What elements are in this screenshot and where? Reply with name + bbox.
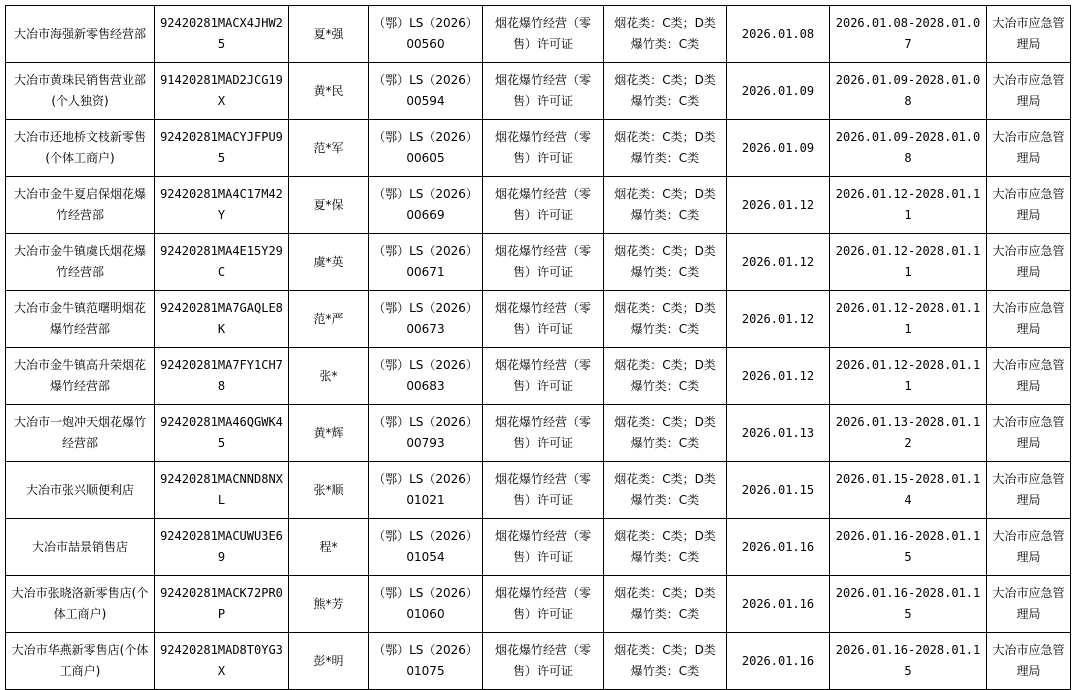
license-number-cell: （鄂）LS（2026）00605 [369, 120, 483, 177]
responsible-person-cell: 黄*辉 [289, 405, 369, 462]
validity-period-cell: 2026.01.16-2028.01.15 [830, 519, 987, 576]
business-scope-cell: 烟花类：C类；D类 爆竹类：C类 [604, 462, 727, 519]
license-number-cell: （鄂）LS（2026）01075 [369, 633, 483, 690]
issuing-agency-cell: 大冶市应急管理局 [987, 291, 1071, 348]
license-type-cell: 烟花爆竹经营（零售）许可证 [483, 63, 604, 120]
issuing-agency-cell: 大冶市应急管理局 [987, 633, 1071, 690]
credit-code-cell: 92420281MAD8T0YG3X [155, 633, 289, 690]
business-scope-cell: 烟花类：C类；D类 爆竹类：C类 [604, 234, 727, 291]
license-type-cell: 烟花爆竹经营（零售）许可证 [483, 519, 604, 576]
business-name-cell: 大冶市一炮冲天烟花爆竹经营部 [6, 405, 155, 462]
issuing-agency-cell: 大冶市应急管理局 [987, 120, 1071, 177]
business-name-cell: 大冶市张兴顺便利店 [6, 462, 155, 519]
responsible-person-cell: 张* [289, 348, 369, 405]
credit-code-cell: 92420281MA4E15Y29C [155, 234, 289, 291]
license-number-cell: （鄂）LS（2026）00669 [369, 177, 483, 234]
responsible-person-cell: 彭*明 [289, 633, 369, 690]
license-number-cell: （鄂）LS（2026）01054 [369, 519, 483, 576]
license-type-cell: 烟花爆竹经营（零售）许可证 [483, 633, 604, 690]
license-type-cell: 烟花爆竹经营（零售）许可证 [483, 291, 604, 348]
business-scope-cell: 烟花类：C类；D类 爆竹类：C类 [604, 63, 727, 120]
table-row [6, 291, 1071, 348]
issuing-agency-cell: 大冶市应急管理局 [987, 348, 1071, 405]
credit-code-cell: 92420281MA46QGWK45 [155, 405, 289, 462]
business-scope-cell: 烟花类：C类；D类 爆竹类：C类 [604, 405, 727, 462]
license-type-cell: 烟花爆竹经营（零售）许可证 [483, 405, 604, 462]
table-row [6, 63, 1071, 120]
credit-code-cell: 92420281MACK72PR0P [155, 576, 289, 633]
table-row [6, 348, 1071, 405]
validity-period-cell: 2026.01.09-2028.01.08 [830, 63, 987, 120]
business-scope-cell: 烟花类：C类；D类 爆竹类：C类 [604, 348, 727, 405]
table-row [6, 519, 1071, 576]
issue-date-cell: 2026.01.09 [727, 120, 830, 177]
table-row [6, 633, 1071, 690]
issue-date-cell: 2026.01.12 [727, 177, 830, 234]
business-name-cell: 大冶市金牛夏启保烟花爆竹经营部 [6, 177, 155, 234]
business-scope-cell: 烟花类：C类；D类 爆竹类：C类 [604, 576, 727, 633]
business-scope-cell: 烟花类：C类；D类 爆竹类：C类 [604, 519, 727, 576]
issue-date-cell: 2026.01.12 [727, 348, 830, 405]
responsible-person-cell: 程* [289, 519, 369, 576]
business-name-cell: 大冶市黄珠民销售营业部(个人独资) [6, 63, 155, 120]
validity-period-cell: 2026.01.08-2028.01.07 [830, 6, 987, 63]
license-number-cell: （鄂）LS（2026）00683 [369, 348, 483, 405]
responsible-person-cell: 范*严 [289, 291, 369, 348]
responsible-person-cell: 夏*保 [289, 177, 369, 234]
issue-date-cell: 2026.01.16 [727, 519, 830, 576]
issuing-agency-cell: 大冶市应急管理局 [987, 519, 1071, 576]
license-type-cell: 烟花爆竹经营（零售）许可证 [483, 576, 604, 633]
credit-code-cell: 92420281MACX4JHW25 [155, 6, 289, 63]
responsible-person-cell: 张*顺 [289, 462, 369, 519]
issue-date-cell: 2026.01.12 [727, 291, 830, 348]
issue-date-cell: 2026.01.12 [727, 234, 830, 291]
business-scope-cell: 烟花类：C类；D类 爆竹类：C类 [604, 6, 727, 63]
table-row [6, 576, 1071, 633]
table-row [6, 120, 1071, 177]
license-type-cell: 烟花爆竹经营（零售）许可证 [483, 177, 604, 234]
validity-period-cell: 2026.01.12-2028.01.11 [830, 234, 987, 291]
issuing-agency-cell: 大冶市应急管理局 [987, 234, 1071, 291]
issuing-agency-cell: 大冶市应急管理局 [987, 405, 1071, 462]
credit-code-cell: 92420281MA4C17M42Y [155, 177, 289, 234]
credit-code-cell: 92420281MACUWU3E69 [155, 519, 289, 576]
credit-code-cell: 92420281MA7GAQLE8K [155, 291, 289, 348]
business-scope-cell: 烟花类：C类；D类 爆竹类：C类 [604, 120, 727, 177]
license-type-cell: 烟花爆竹经营（零售）许可证 [483, 120, 604, 177]
issue-date-cell: 2026.01.13 [727, 405, 830, 462]
issue-date-cell: 2026.01.16 [727, 576, 830, 633]
responsible-person-cell: 夏*强 [289, 6, 369, 63]
credit-code-cell: 92420281MA7FY1CH78 [155, 348, 289, 405]
business-name-cell: 大冶市金牛镇范曙明烟花爆竹经营部 [6, 291, 155, 348]
validity-period-cell: 2026.01.13-2028.01.12 [830, 405, 987, 462]
business-scope-cell: 烟花类：C类；D类 爆竹类：C类 [604, 633, 727, 690]
issue-date-cell: 2026.01.15 [727, 462, 830, 519]
license-number-cell: （鄂）LS（2026）00594 [369, 63, 483, 120]
credit-code-cell: 91420281MAD2JCG19X [155, 63, 289, 120]
business-name-cell: 大冶市还地桥文枝新零售(个体工商户) [6, 120, 155, 177]
business-name-cell: 大冶市喆景销售店 [6, 519, 155, 576]
license-type-cell: 烟花爆竹经营（零售）许可证 [483, 234, 604, 291]
table-row [6, 177, 1071, 234]
license-number-cell: （鄂）LS（2026）00671 [369, 234, 483, 291]
responsible-person-cell: 黄*民 [289, 63, 369, 120]
issue-date-cell: 2026.01.09 [727, 63, 830, 120]
validity-period-cell: 2026.01.16-2028.01.15 [830, 633, 987, 690]
table-row [6, 6, 1071, 63]
issue-date-cell: 2026.01.08 [727, 6, 830, 63]
credit-code-cell: 92420281MACNND8NXL [155, 462, 289, 519]
license-number-cell: （鄂）LS（2026）00560 [369, 6, 483, 63]
validity-period-cell: 2026.01.12-2028.01.11 [830, 291, 987, 348]
business-name-cell: 大冶市张晓洛新零售店(个体工商户) [6, 576, 155, 633]
validity-period-cell: 2026.01.16-2028.01.15 [830, 576, 987, 633]
issuing-agency-cell: 大冶市应急管理局 [987, 177, 1071, 234]
issuing-agency-cell: 大冶市应急管理局 [987, 462, 1071, 519]
business-scope-cell: 烟花类：C类；D类 爆竹类：C类 [604, 291, 727, 348]
license-table-wrapper [5, 5, 1071, 690]
license-number-cell: （鄂）LS（2026）00793 [369, 405, 483, 462]
responsible-person-cell: 虞*英 [289, 234, 369, 291]
business-name-cell: 大冶市华燕新零售店(个体工商户) [6, 633, 155, 690]
business-name-cell: 大冶市海强新零售经营部 [6, 6, 155, 63]
license-number-cell: （鄂）LS（2026）01060 [369, 576, 483, 633]
validity-period-cell: 2026.01.09-2028.01.08 [830, 120, 987, 177]
validity-period-cell: 2026.01.15-2028.01.14 [830, 462, 987, 519]
license-table [5, 5, 1071, 690]
credit-code-cell: 92420281MACYJFPU95 [155, 120, 289, 177]
validity-period-cell: 2026.01.12-2028.01.11 [830, 348, 987, 405]
issuing-agency-cell: 大冶市应急管理局 [987, 63, 1071, 120]
issue-date-cell: 2026.01.16 [727, 633, 830, 690]
business-scope-cell: 烟花类：C类；D类 爆竹类：C类 [604, 177, 727, 234]
issuing-agency-cell: 大冶市应急管理局 [987, 576, 1071, 633]
responsible-person-cell: 范*军 [289, 120, 369, 177]
issuing-agency-cell: 大冶市应急管理局 [987, 6, 1071, 63]
responsible-person-cell: 熊*芳 [289, 576, 369, 633]
table-body [6, 6, 1071, 690]
license-type-cell: 烟花爆竹经营（零售）许可证 [483, 6, 604, 63]
license-type-cell: 烟花爆竹经营（零售）许可证 [483, 348, 604, 405]
table-row [6, 405, 1071, 462]
business-name-cell: 大冶市金牛镇高升荣烟花爆竹经营部 [6, 348, 155, 405]
business-name-cell: 大冶市金牛镇虞氏烟花爆竹经营部 [6, 234, 155, 291]
license-number-cell: （鄂）LS（2026）00673 [369, 291, 483, 348]
table-row [6, 462, 1071, 519]
license-number-cell: （鄂）LS（2026）01021 [369, 462, 483, 519]
license-type-cell: 烟花爆竹经营（零售）许可证 [483, 462, 604, 519]
table-row [6, 234, 1071, 291]
validity-period-cell: 2026.01.12-2028.01.11 [830, 177, 987, 234]
